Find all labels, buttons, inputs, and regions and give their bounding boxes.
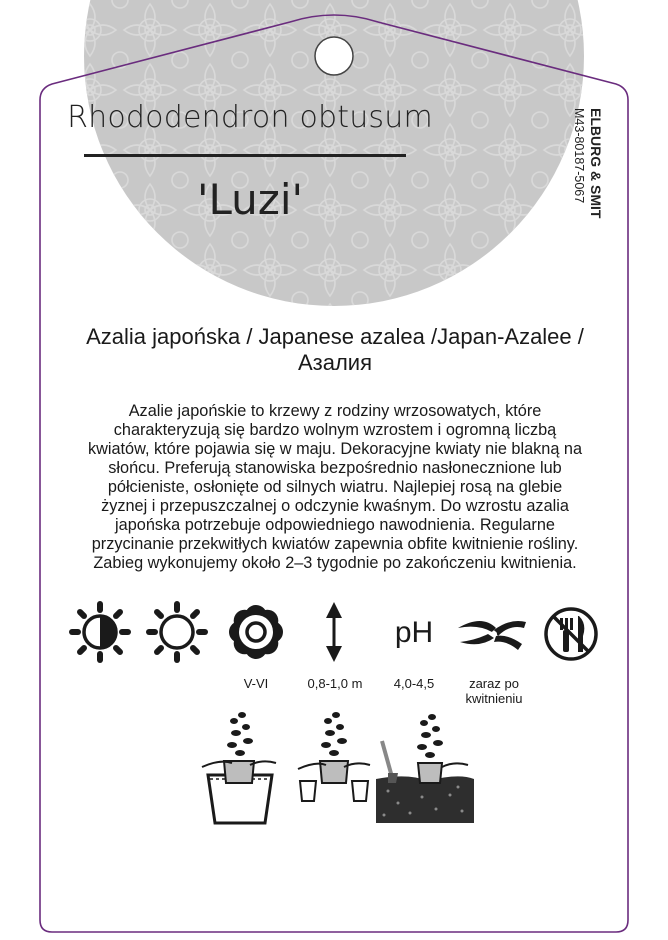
remove-pot-icon	[298, 712, 370, 801]
article-code: M43-80187-5067	[572, 108, 586, 204]
pruning-shears-icon	[458, 621, 526, 650]
brand-name: ELBURG & SMIT	[588, 108, 604, 219]
height-arrow-icon	[326, 602, 342, 662]
ph-caption: 4,0-4,5	[393, 676, 435, 691]
common-names: Azalia japońska / Japanese azalea /Japan-Azalee / Азалия	[86, 324, 584, 375]
water-pot-icon	[202, 712, 276, 823]
full-sun-icon	[149, 604, 205, 660]
flower-icon	[229, 605, 283, 659]
height-caption: 0,8-1,0 m	[307, 676, 363, 691]
pruning-caption: zaraz po kwitnieniu	[465, 676, 523, 706]
cultivar-name: 'Luzi'	[196, 175, 304, 224]
flowering-period-caption: V-VI	[243, 676, 269, 691]
half-sun-icon	[72, 604, 128, 660]
title-divider	[84, 154, 406, 157]
hang-hole	[315, 37, 353, 75]
not-edible-icon	[546, 609, 596, 659]
ph-icon: pH	[394, 616, 434, 649]
plant-in-soil-icon	[376, 714, 474, 823]
plant-description: Azalie japońskie to krzewy z rodziny wrzosowatych, które charakteryzują się bardzo wolnym wzrostem i ogromną liczbą kwiatów, które pojawia się w maju. Dekoracyjne kwiaty nie blakną na słońcu. Preferują stanowiska bezpośrednio nasłonecznione lub półcieniste, osłonięte od silnych wiatru. Najlepiej rosą na glebie żyznej i przepuszczalnej o odczynie kwaśnym. Do wzrostu azalia japońska potrzebuje odpowiedniego nawodnienia. Regularne przycinanie przekwitłych kwiatów zapewnia obfite kwitnienie rośliny. Zabieg wykonujemy około 2–3 tygodnie po zakończeniu kwitnienia.	[87, 402, 583, 572]
latin-name: Rhododendron obtusum	[67, 100, 433, 135]
